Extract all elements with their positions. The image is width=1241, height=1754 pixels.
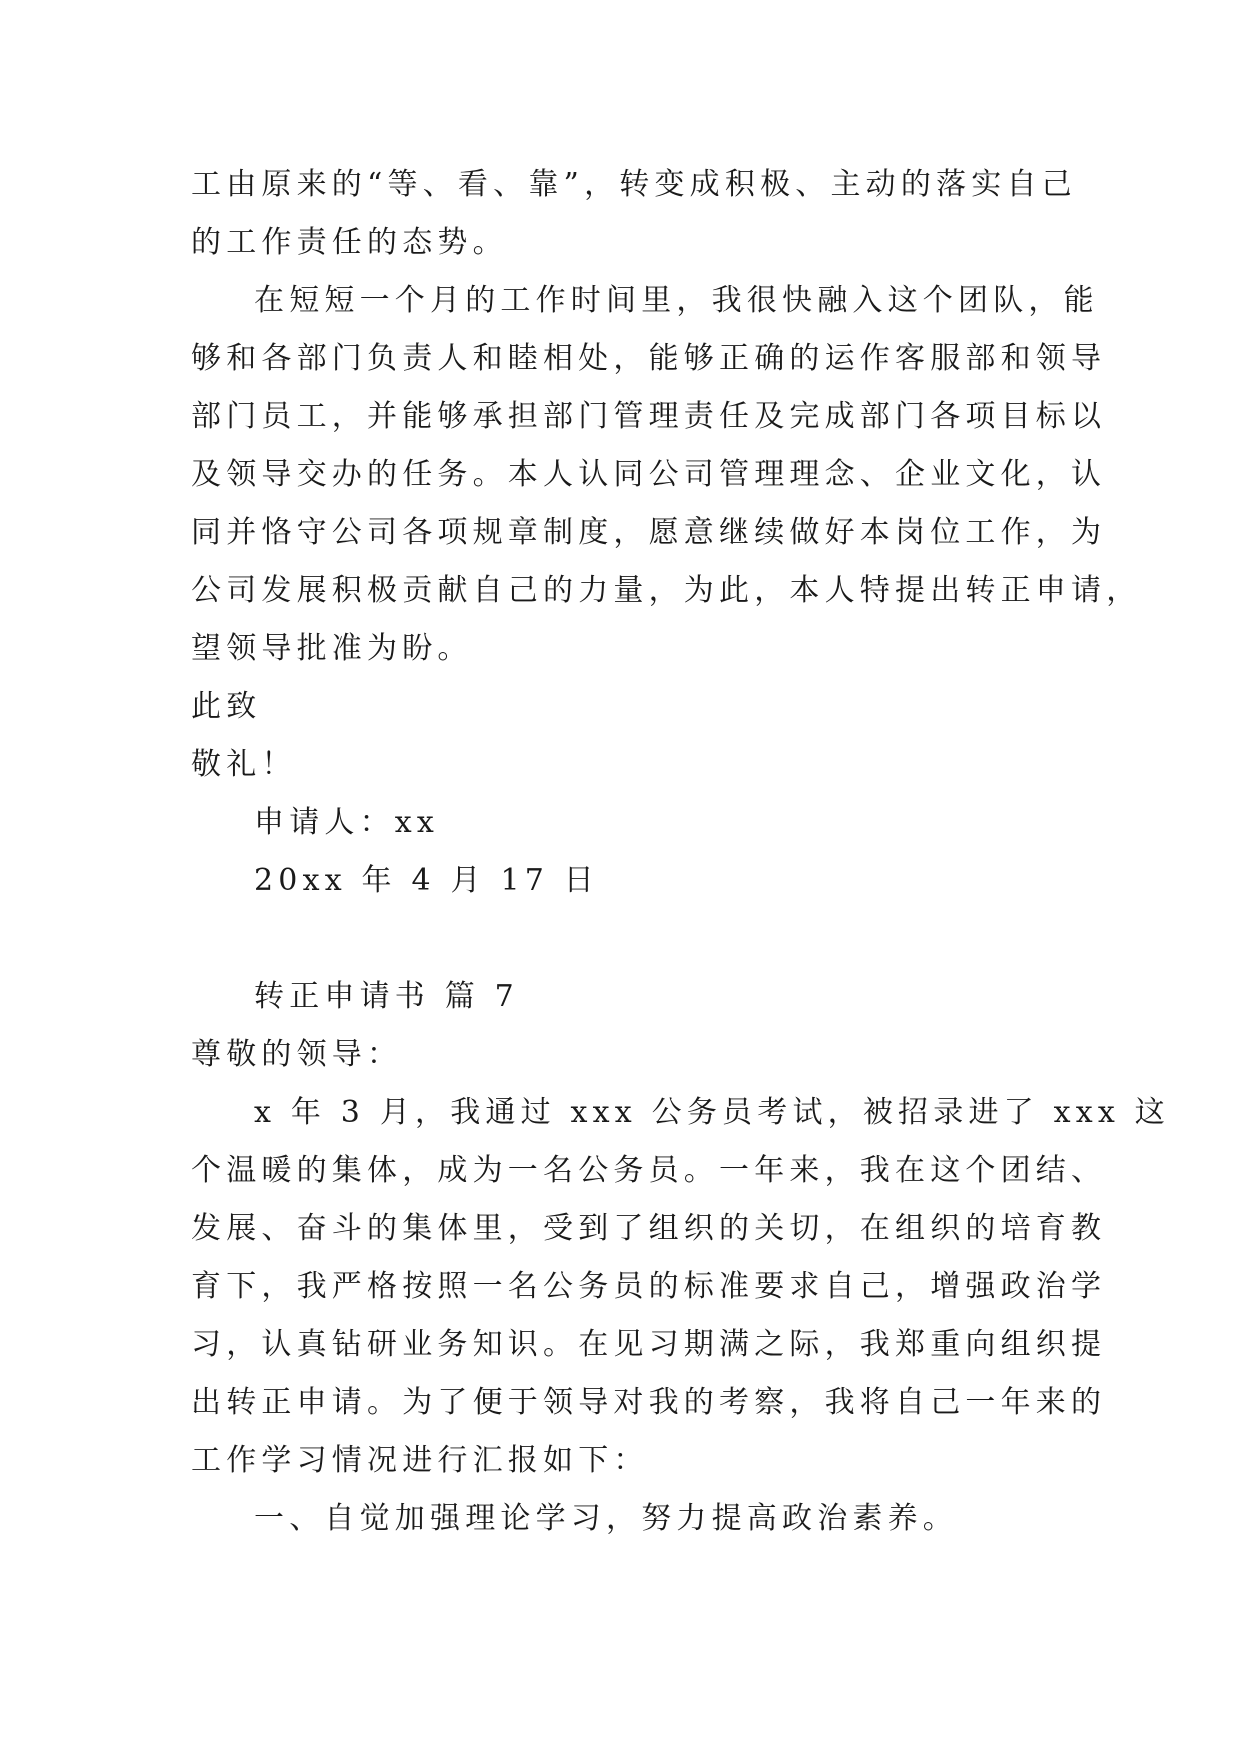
paragraph-line: 公司发展积极贡献自己的力量，为此，本人特提出转正申请， <box>191 573 1142 608</box>
paragraph-line: 及领导交办的任务。本人认同公司管理理念、企业文化，认 <box>191 457 1107 492</box>
paragraph-line: 部门员工，并能够承担部门管理责任及完成部门各项目标以 <box>191 399 1107 434</box>
paragraph-line: 习，认真钻研业务知识。在见习期满之际，我郑重向组织提 <box>191 1327 1107 1362</box>
paragraph-line: 工由原来的“等、看、靠”，转变成积极、主动的落实自己 <box>191 167 1077 202</box>
paragraph-line: 同并恪守公司各项规章制度，愿意继续做好本岗位工作，为 <box>191 515 1107 550</box>
greeting: 尊敬的领导： <box>191 1037 403 1072</box>
section-heading: 一、自觉加强理论学习，努力提高政治素养。 <box>254 1501 958 1536</box>
signature-date: 20xx 年 4 月 17 日 <box>254 863 599 898</box>
paragraph-line: 望领导批准为盼。 <box>191 631 473 666</box>
paragraph-line: 在短短一个月的工作时间里，我很快融入这个团队，能 <box>254 283 1099 318</box>
paragraph-line: x 年 3 月，我通过 xxx 公务员考试，被招录进了 xxx 这 <box>254 1095 1170 1130</box>
paragraph-line: 出转正申请。为了便于领导对我的考察，我将自己一年来的 <box>191 1385 1107 1420</box>
closing-salutation: 此致 <box>191 689 262 724</box>
paragraph-line: 够和各部门负责人和睦相处，能够正确的运作客服部和领导 <box>191 341 1107 376</box>
section-title: 转正申请书 篇 7 <box>254 979 519 1014</box>
paragraph-line: 的工作责任的态势。 <box>191 225 508 260</box>
paragraph-line: 工作学习情况进行汇报如下： <box>191 1443 649 1478</box>
paragraph-line: 个温暖的集体，成为一名公务员。一年来，我在这个团结、 <box>191 1153 1107 1188</box>
closing-regards: 敬礼！ <box>191 747 297 782</box>
paragraph-line: 育下，我严格按照一名公务员的标准要求自己，增强政治学 <box>191 1269 1107 1304</box>
paragraph-line: 发展、奋斗的集体里，受到了组织的关切，在组织的培育教 <box>191 1211 1107 1246</box>
applicant-signature: 申请人：xx <box>254 805 440 840</box>
